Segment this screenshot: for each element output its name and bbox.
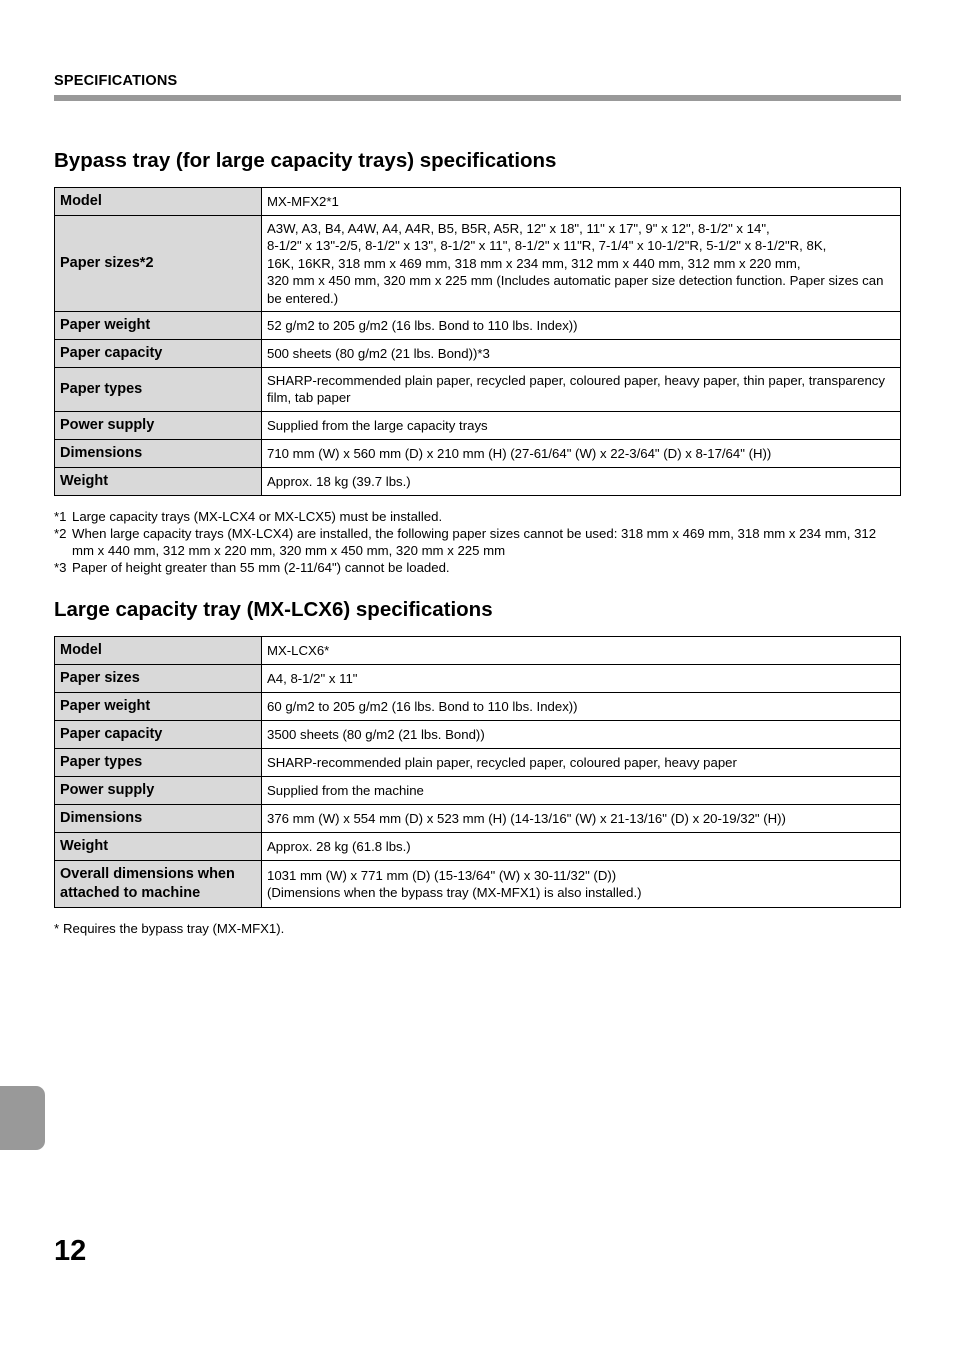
lcx6-spec-table: [54, 636, 901, 908]
spec-label: Paper weight: [55, 312, 262, 340]
table-row: [55, 833, 901, 861]
spec-label: Overall dimensions when attached to machine: [55, 861, 262, 908]
spec-value: SHARP-recommended plain paper, recycled paper, coloured paper, heavy paper: [262, 749, 901, 777]
spec-value: MX-MFX2*1: [262, 188, 901, 216]
table-row: [55, 411, 901, 439]
spec-label: Paper capacity: [55, 340, 262, 368]
spec-label: Power supply: [55, 777, 262, 805]
spec-value: 52 g/m2 to 205 g/m2 (16 lbs. Bond to 110 lbs. Index)): [262, 312, 901, 340]
spec-value: 1031 mm (W) x 771 mm (D) (15-13/64" (W) x 30-11/32" (D)) (Dimensions when the bypass tray (MX-MFX1) is also installed.): [262, 861, 901, 908]
bypass-spec-table: [54, 187, 901, 496]
table-row: [55, 693, 901, 721]
spec-value: SHARP-recommended plain paper, recycled paper, coloured paper, heavy paper, thin paper, transparency film, tab paper: [262, 368, 901, 412]
footnote: [54, 508, 901, 525]
spec-value: A4, 8-1/2" x 11": [262, 665, 901, 693]
spec-label: Model: [55, 637, 262, 665]
spec-label: Model: [55, 188, 262, 216]
table-row: [55, 721, 901, 749]
table-row: [55, 467, 901, 495]
spec-value: Supplied from the large capacity trays: [262, 411, 901, 439]
page-number: 12: [54, 1235, 87, 1267]
footnote-mark: *2: [54, 526, 67, 541]
footnote-mark: *3: [54, 560, 67, 575]
table-row: [55, 749, 901, 777]
spec-value: Approx. 18 kg (39.7 lbs.): [262, 467, 901, 495]
spec-label: Weight: [55, 467, 262, 495]
spec-value: A3W, A3, B4, A4W, A4, A4R, B5, B5R, A5R, 12" x 18", 11" x 17", 9" x 12", 8-1/2" x 14", 8-1/2" x 13"-2/5, 8-1/2" x 13", 8-1/2" x 11", 8-1/2" x 11"R, 7-1/4" x 10-1/2"R, 5-1/2" x 8-1/2"R, 8K, 16K, 16KR, 318 mm x 469 mm, 318 mm x 234 mm, 312 mm x 440 mm, 312 mm x 220 mm, 320 mm x 450 mm, 320 mm x 225 mm (Includes automatic paper size detection function. Paper sizes can be entered.): [262, 216, 901, 312]
footnote: [54, 559, 901, 576]
spec-value: Approx. 28 kg (61.8 lbs.): [262, 833, 901, 861]
spec-value: Supplied from the machine: [262, 777, 901, 805]
spec-label: Dimensions: [55, 439, 262, 467]
table-row: [55, 439, 901, 467]
footnote-mark: *: [54, 921, 60, 936]
table-row: [55, 861, 901, 908]
bypass-footnotes: [54, 508, 901, 576]
spec-label: Paper weight: [55, 693, 262, 721]
footnote-text: Paper of height greater than 55 mm (2-11/64") cannot be loaded.: [72, 560, 450, 575]
footnote: [54, 920, 901, 937]
spec-value: 60 g/m2 to 205 g/m2 (16 lbs. Bond to 110 lbs. Index)): [262, 693, 901, 721]
table-row: [55, 637, 901, 665]
spec-label: Dimensions: [55, 805, 262, 833]
spec-label: Power supply: [55, 411, 262, 439]
table-row: [55, 368, 901, 412]
spec-value: 500 sheets (80 g/m2 (21 lbs. Bond))*3: [262, 340, 901, 368]
header-rule: [54, 95, 901, 101]
spec-label: Paper sizes: [55, 665, 262, 693]
lcx6-section-title: Large capacity tray (MX-LCX6) specifications: [54, 598, 493, 621]
footnote-mark: *1: [54, 509, 67, 524]
spec-value: 376 mm (W) x 554 mm (D) x 523 mm (H) (14-13/16" (W) x 21-13/16" (D) x 20-19/32" (H)): [262, 805, 901, 833]
table-row: [55, 216, 901, 312]
spec-label: Paper capacity: [55, 721, 262, 749]
bypass-section-title: Bypass tray (for large capacity trays) specifications: [54, 149, 557, 172]
spec-label: Paper types: [55, 749, 262, 777]
table-row: [55, 188, 901, 216]
footnote: [54, 525, 901, 559]
table-row: [55, 665, 901, 693]
spec-value: MX-LCX6*: [262, 637, 901, 665]
spec-value: 710 mm (W) x 560 mm (D) x 210 mm (H) (27-61/64" (W) x 22-3/64" (D) x 8-17/64" (H)): [262, 439, 901, 467]
table-row: [55, 340, 901, 368]
lcx6-footnotes: [54, 920, 901, 937]
running-header-title: SPECIFICATIONS: [54, 73, 178, 89]
spec-label: Weight: [55, 833, 262, 861]
table-row: [55, 777, 901, 805]
spec-label: Paper types: [55, 368, 262, 412]
table-row: [55, 805, 901, 833]
chapter-tab: [0, 1086, 45, 1150]
footnote-text: When large capacity trays (MX-LCX4) are installed, the following paper sizes cannot be used: 318 mm x 469 mm, 318 mm x 234 mm, 312 mm x 440 mm, 312 mm x 220 mm, 320 mm x 450 mm, 320 mm x 225 mm: [72, 526, 877, 558]
footnote-text: Requires the bypass tray (MX-MFX1).: [63, 921, 285, 936]
footnote-text: Large capacity trays (MX-LCX4 or MX-LCX5) must be installed.: [72, 509, 443, 524]
table-row: [55, 312, 901, 340]
spec-value: 3500 sheets (80 g/m2 (21 lbs. Bond)): [262, 721, 901, 749]
spec-label: Paper sizes*2: [55, 216, 262, 312]
